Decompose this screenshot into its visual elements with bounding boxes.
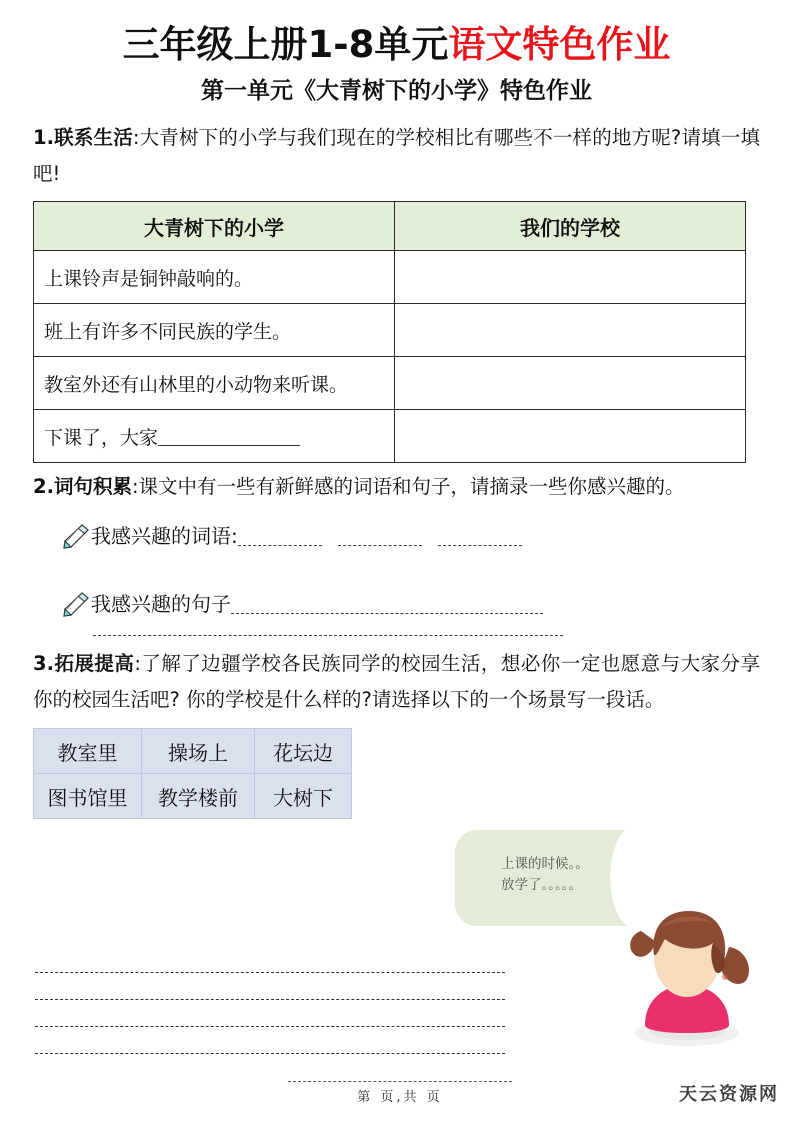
interesting-words-row	[60, 521, 760, 551]
page-title-red-part: 语文特色作业	[448, 23, 671, 66]
free-writing-lines	[35, 972, 505, 1080]
word-blank-3[interactable]	[438, 529, 522, 546]
section-3-instruction	[33, 646, 760, 718]
interesting-sentence-row	[60, 589, 760, 619]
writing-line[interactable]	[35, 972, 505, 973]
interesting-sentence-label	[91, 589, 543, 619]
scene-option[interactable]: 图书馆里	[34, 774, 142, 819]
table-header-cell-left: 大青树下的小学	[34, 202, 395, 251]
table-row	[34, 410, 746, 463]
interesting-sentence-text: 我感兴趣的句子	[91, 592, 231, 616]
section-3	[33, 646, 760, 718]
watermark: 天云资源网	[679, 1084, 779, 1105]
section-3-text: :了解了边疆学校各民族同学的校园生活，想必你一定也愿意与大家分享你的校园生活吧? 你的学校是什么样的?请选择以下的一个场景写一段话。	[33, 652, 760, 711]
scene-option[interactable]: 教室里	[34, 729, 142, 774]
writing-line[interactable]	[35, 999, 505, 1000]
table-cell-right-answer[interactable]	[395, 251, 746, 304]
page-title	[0, 22, 793, 68]
table-cell-right-answer[interactable]	[395, 410, 746, 463]
scene-option[interactable]: 教学楼前	[142, 774, 255, 819]
table-cell-right-answer[interactable]	[395, 357, 746, 410]
writing-line[interactable]	[35, 1026, 505, 1027]
table-cell-left: 上课铃声是铜钟敲响的。	[34, 251, 395, 304]
section-1-lead: 1.联系生活	[33, 126, 133, 149]
table-cell-left-label: 下课了，大家	[44, 426, 159, 449]
table-row	[34, 357, 746, 410]
footer-divider	[288, 1081, 512, 1082]
section-1-instruction	[33, 120, 760, 192]
section-2-lead: 2.词句积累	[33, 475, 132, 498]
section-2-text: :课文中有一些有新鲜感的词语和句子，请摘录一些你感兴趣的。	[131, 475, 685, 498]
section-3-lead: 3.拓展提高	[33, 652, 135, 675]
footer-page-number: 第 页,共 页	[357, 1090, 443, 1105]
interesting-words-label	[91, 521, 522, 551]
table-cell-right-answer[interactable]	[395, 304, 746, 357]
pencil-icon	[60, 524, 90, 550]
speech-bubble-text	[501, 854, 589, 896]
table-cell-left: 班上有许多不同民族的学生。	[34, 304, 395, 357]
scene-option[interactable]: 花坛边	[255, 729, 352, 774]
word-blank-1[interactable]	[238, 529, 322, 546]
page-subtitle: 第一单元《大青树下的小学》特色作业	[201, 78, 592, 104]
scene-row	[34, 729, 352, 774]
comparison-table	[33, 201, 746, 463]
word-blank-2[interactable]	[338, 529, 422, 546]
girl-avatar-icon	[617, 905, 767, 1050]
table-header-row	[34, 202, 746, 251]
section-2-instruction	[33, 469, 760, 505]
scene-row	[34, 774, 352, 819]
page-title-black-part: 三年级上册1-8单元	[122, 23, 449, 66]
speech-bubble-line-2: 放学了。。。。。	[501, 877, 582, 893]
sentence-blank-1[interactable]	[231, 597, 543, 614]
section-1	[33, 120, 760, 192]
interesting-words-text: 我感兴趣的词语:	[91, 524, 238, 548]
pencil-icon	[60, 592, 90, 618]
table-cell-left: 教室外还有山林里的小动物来听课。	[34, 357, 395, 410]
section-1-text: :大青树下的小学与我们现在的学校相比有哪些不一样的地方呢?请填一填吧!	[33, 126, 760, 185]
sentence-blank-2[interactable]	[93, 635, 563, 636]
writing-line[interactable]	[35, 1053, 505, 1054]
table-header-cell-right: 我们的学校	[395, 202, 746, 251]
scene-choice-table	[33, 728, 352, 819]
scene-option[interactable]: 大树下	[255, 774, 352, 819]
table-row	[34, 251, 746, 304]
scene-option[interactable]: 操场上	[142, 729, 255, 774]
fill-in-blank[interactable]	[158, 428, 300, 446]
table-cell-left-with-blank	[34, 410, 395, 463]
section-2	[33, 469, 760, 636]
table-row	[34, 304, 746, 357]
speech-bubble-line-1: 上课的时候。。	[501, 856, 589, 872]
